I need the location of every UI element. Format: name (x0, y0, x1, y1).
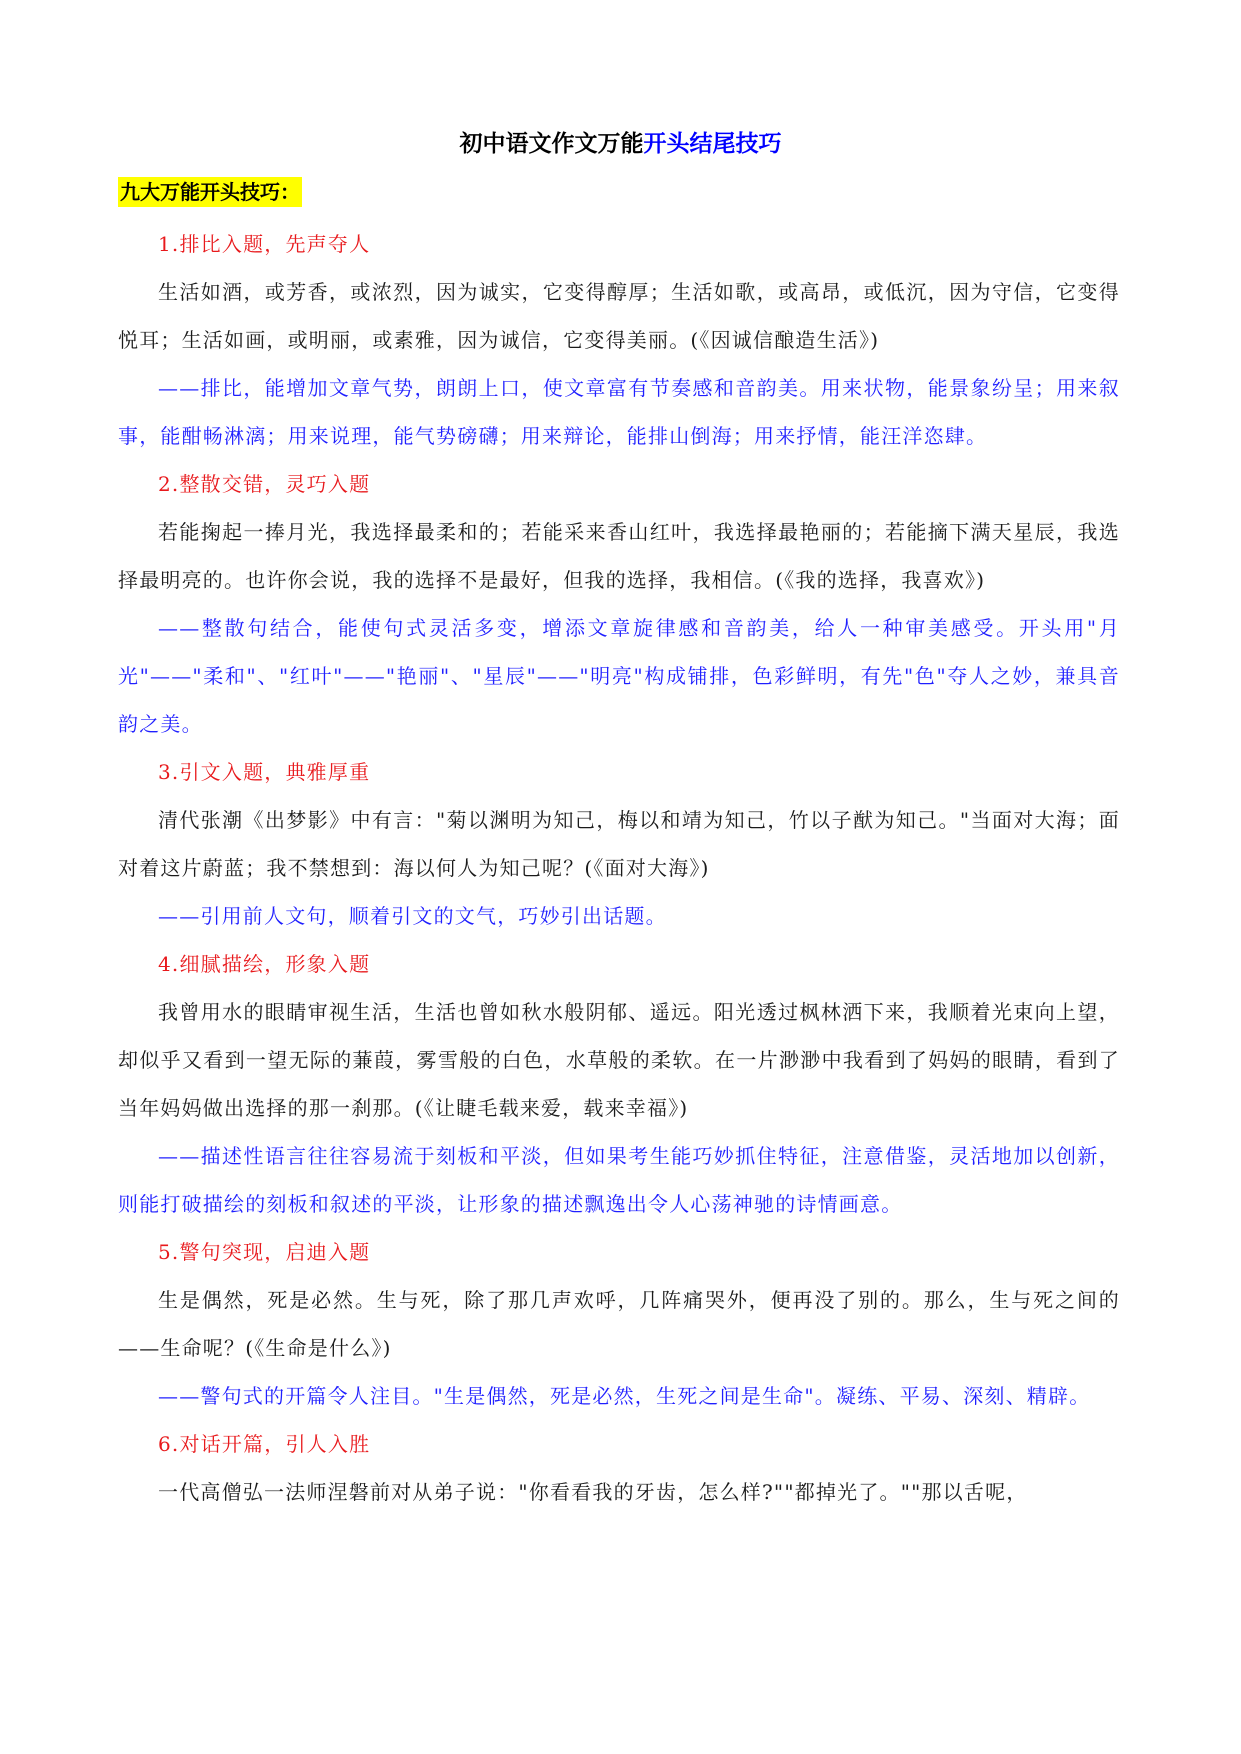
document-body (118, 220, 1120, 1516)
title-accent: 开头结尾技巧 (643, 131, 782, 157)
technique-example: 我曾用水的眼睛审视生活，生活也曾如秋水般阴郁、遥远。阳光透过枫林洒下来，我顺着光束向上望，却似乎又看到一望无际的蒹葭，雾雪般的白色，水草般的柔软。在一片渺渺中我看到了妈妈的眼睛，看到了当年妈妈做出选择的那一刹那。(《让睫毛载来爱，载来幸福》) (118, 1000, 1120, 1120)
technique-heading: 1.排比入题，先声夺人 (158, 232, 371, 256)
technique-heading: 4.细腻描绘，形象入题 (158, 952, 371, 976)
technique-heading: 5.警句突现，启迪入题 (158, 1240, 371, 1264)
technique-comment: ——警句式的开篇令人注目。"生是偶然，死是必然，生死之间是生命"。凝练、平易、深刻、精辟。 (158, 1384, 1091, 1408)
technique-example: 生是偶然，死是必然。生与死，除了那几声欢呼，几阵痛哭外，便再没了别的。那么，生与死之间的——生命呢？(《生命是什么》) (118, 1288, 1120, 1360)
technique-heading: 3.引文入题，典雅厚重 (158, 760, 371, 784)
technique-comment: ——描述性语言往往容易流于刻板和平淡，但如果考生能巧妙抓住特征，注意借鉴，灵活地加以创新，则能打破描绘的刻板和叙述的平淡，让形象的描述飘逸出令人心荡神驰的诗情画意。 (118, 1144, 1120, 1216)
page-title (0, 127, 1241, 161)
technique-comment: ——排比，能增加文章气势，朗朗上口，使文章富有节奏感和音韵美。用来状物，能景象纷呈；用来叙事，能酣畅淋漓；用来说理，能气势磅礴；用来辩论，能排山倒海；用来抒情，能汪洋恣肆。 (118, 376, 1120, 448)
section-heading: 九大万能开头技巧： (118, 177, 302, 207)
title-prefix: 初中语文作文万能 (459, 131, 644, 157)
technique-comment: ——整散句结合，能使句式灵活多变，增添文章旋律感和音韵美，给人一种审美感受。开头用"月光"——"柔和"、"红叶"——"艳丽"、"星辰"——"明亮"构成铺排，色彩鲜明，有先"色"夺人之妙，兼具音韵之美。 (118, 616, 1120, 736)
technique-example: 若能掬起一捧月光，我选择最柔和的；若能采来香山红叶，我选择最艳丽的；若能摘下满天星辰，我选择最明亮的。也许你会说，我的选择不是最好，但我的选择，我相信。(《我的选择，我喜欢》) (118, 520, 1120, 592)
technique-comment: ——引用前人文句，顺着引文的文气，巧妙引出话题。 (158, 904, 667, 928)
technique-example: 一代高僧弘一法师涅磐前对从弟子说："你看看我的牙齿，怎么样?""都掉光了。""那以舌呢， (158, 1480, 1028, 1504)
technique-example: 生活如酒，或芳香，或浓烈，因为诚实，它变得醇厚；生活如歌，或高昂，或低沉，因为守信，它变得悦耳；生活如画，或明丽，或素雅，因为诚信，它变得美丽。(《因诚信酿造生活》) (118, 280, 1120, 352)
technique-example: 清代张潮《出梦影》中有言："菊以渊明为知己，梅以和靖为知己，竹以子猷为知己。"当面对大海；面对着这片蔚蓝；我不禁想到：海以何人为知己呢？(《面对大海》) (118, 808, 1120, 880)
technique-heading: 6.对话开篇，引人入胜 (158, 1432, 371, 1456)
technique-heading: 2.整散交错，灵巧入题 (158, 472, 371, 496)
